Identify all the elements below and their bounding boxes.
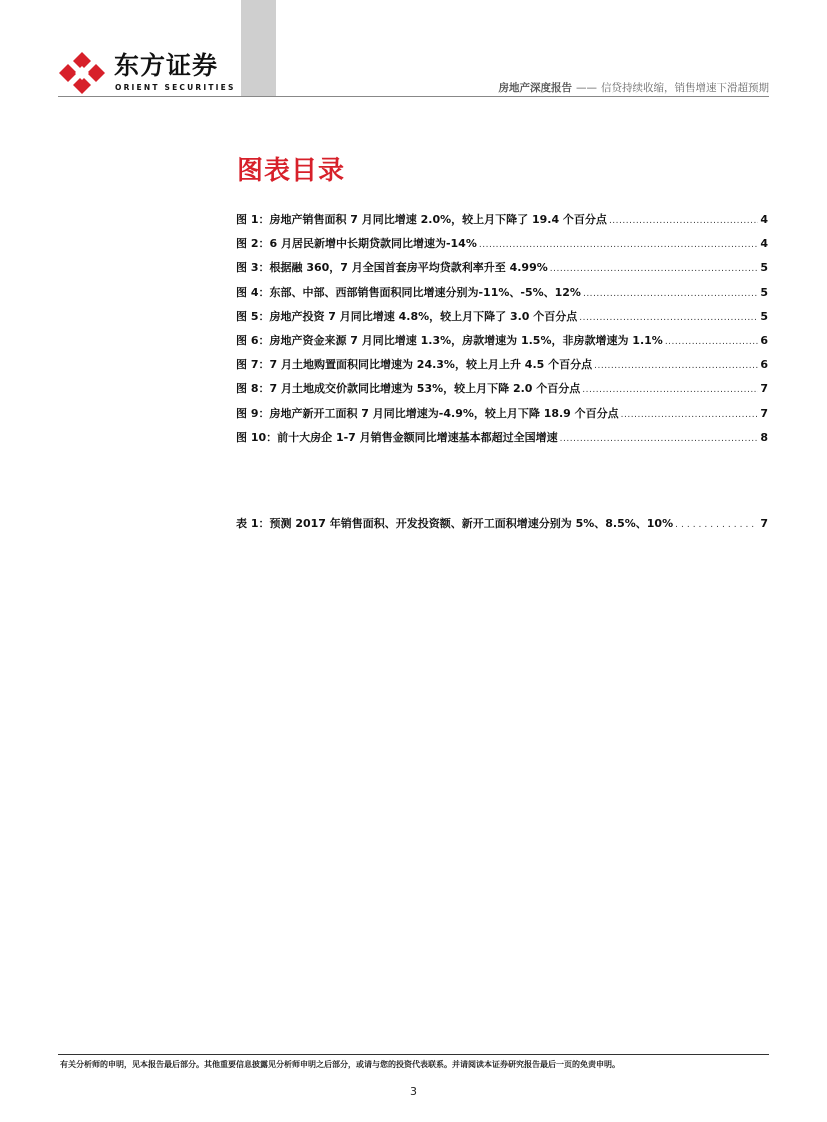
logo-english-name: ORIENT SECURITIES xyxy=(115,83,236,92)
toc-page-number: 6 xyxy=(760,358,768,372)
toc-page-number: 7 xyxy=(760,406,768,420)
toc-page-number: 5 xyxy=(760,309,768,323)
toc-entry-figure-1[interactable] xyxy=(236,211,768,235)
toc-leader-dots xyxy=(582,385,758,395)
report-header-title xyxy=(499,82,770,94)
toc-page-number: 7 xyxy=(760,517,768,530)
toc-entry-label: 图 3：根据融 360，7 月全国首套房平均贷款利率升至 4.99% xyxy=(236,261,548,275)
toc-leader-dots xyxy=(579,313,758,323)
toc-leader-dots xyxy=(594,361,758,371)
footer-disclaimer: 有关分析师的申明，见本报告最后部分。其他重要信息披露见分析师申明之后部分，或请与您的投资代表联系。并请阅读本证券研究报告最后一页的免责申明。 xyxy=(60,1060,620,1069)
toc-entry-label: 图 4：东部、中部、西部销售面积同比增速分别为-11%、-5%、12% xyxy=(236,285,581,299)
toc-entry-figure-4[interactable] xyxy=(236,284,768,308)
company-logo xyxy=(58,50,236,96)
toc-entry-figure-8[interactable] xyxy=(236,380,768,404)
toc-entry-figure-3[interactable] xyxy=(236,259,768,283)
report-type: 房地产深度报告 xyxy=(498,82,572,94)
section-title: 图表目录 xyxy=(237,156,346,186)
table-list xyxy=(236,515,768,539)
toc-entry-label: 图 5：房地产投资 7 月同比增速 4.8%，较上月下降了 3.0 个百分点 xyxy=(236,309,578,323)
toc-entry-label: 图 8：7 月土地成交价款同比增速为 53%，较上月下降 2.0 个百分点 xyxy=(236,382,581,396)
header-tab-decoration xyxy=(241,0,276,96)
toc-page-number: 4 xyxy=(760,213,768,226)
toc-page-number: 5 xyxy=(760,285,768,299)
toc-page-number: 8 xyxy=(760,430,768,444)
toc-entry-table-1[interactable] xyxy=(236,515,768,539)
toc-leader-dots xyxy=(609,216,758,226)
toc-entry-label: 图 9：房地产新开工面积 7 月同比增速为-4.9%，较上月下降 18.9 个百分点 xyxy=(236,406,619,420)
toc-leader-dots xyxy=(560,434,759,444)
toc-entry-figure-2[interactable] xyxy=(236,235,768,259)
toc-entry-figure-10[interactable] xyxy=(236,429,768,453)
toc-entry-label: 图 1：房地产销售面积 7 月同比增速 2.0%，较上月下降了 19.4 个百分点 xyxy=(236,213,607,226)
header-divider xyxy=(58,96,769,97)
toc-page-number: 7 xyxy=(760,382,768,396)
page-number: 3 xyxy=(410,1085,417,1098)
report-subtitle: 信贷持续收缩，销售增速下滑超预期 xyxy=(601,82,769,94)
toc-entry-label: 图 2：6 月居民新增中长期贷款同比增速为-14% xyxy=(236,237,477,251)
toc-leader-dots xyxy=(675,520,758,530)
toc-page-number: 6 xyxy=(760,333,768,347)
toc-entry-label: 图 7：7 月土地购置面积同比增速为 24.3%，较上月上升 4.5 个百分点 xyxy=(236,358,593,372)
toc-leader-dots xyxy=(621,410,759,420)
toc-entry-figure-9[interactable] xyxy=(236,405,768,429)
toc-leader-dots xyxy=(479,240,758,250)
toc-page-number: 4 xyxy=(760,237,768,251)
toc-leader-dots xyxy=(665,337,759,347)
header-dash: —— xyxy=(576,82,597,94)
toc-entry-label: 表 1：预测 2017 年销售面积、开发投资额、新开工面积增速分别为 5%、8.5%、10% xyxy=(236,517,674,530)
toc-entry-label: 图 6：房地产资金来源 7 月同比增速 1.3%，房款增速为 1.5%，非房款增速为 1.1% xyxy=(236,333,663,347)
logo-chinese-name: 东方证券 xyxy=(114,51,219,80)
toc-entry-figure-7[interactable] xyxy=(236,356,768,380)
toc-leader-dots xyxy=(550,264,759,274)
toc-page-number: 5 xyxy=(760,261,768,275)
orient-securities-logo-icon xyxy=(58,52,106,94)
toc-entry-label: 图 10：前十大房企 1-7 月销售金额同比增速基本都超过全国增速 xyxy=(236,430,558,444)
toc-entry-figure-6[interactable] xyxy=(236,332,768,356)
footer-divider xyxy=(58,1054,769,1055)
figure-list xyxy=(236,211,768,453)
toc-leader-dots xyxy=(583,289,758,299)
toc-entry-figure-5[interactable] xyxy=(236,308,768,332)
